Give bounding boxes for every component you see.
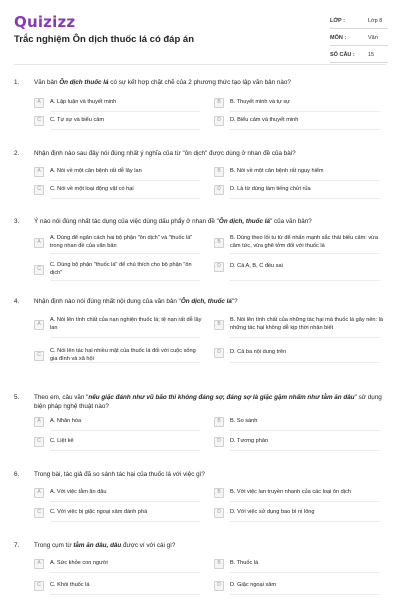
meta-subject xyxy=(330,31,388,46)
answer-option-a[interactable] xyxy=(34,488,204,498)
question-text-pre: Theo em, câu văn " xyxy=(34,394,89,401)
question-text xyxy=(34,217,386,226)
answer-option-b[interactable] xyxy=(214,417,384,427)
question-text-pre: Nhận định nào sau đây nói đúng nhất ý nghĩa của từ "ôn dịch" được dùng ở nhan đề của bài? xyxy=(34,150,296,157)
option-text: A. Sức khỏe con người xyxy=(50,560,108,567)
question-3 xyxy=(14,217,386,276)
question-number: 3. xyxy=(14,218,20,225)
option-underline xyxy=(50,572,200,573)
option-underline xyxy=(50,450,200,451)
option-text: D. Biểu cảm và thuyết minh xyxy=(230,117,299,124)
option-underline xyxy=(50,180,200,181)
meta-key: LỚP : xyxy=(330,18,345,24)
question-text xyxy=(34,78,386,87)
option-text: B. Thuyết minh và tự sự xyxy=(230,99,290,106)
option-underline xyxy=(50,594,200,595)
option-underline xyxy=(50,111,200,112)
question-number: 7. xyxy=(14,542,20,549)
option-text: A. Nói về một căn bệnh rất dễ lây lan xyxy=(50,168,142,175)
option-text: B. Với việc lan truyền nhanh của các loại ôn dịch xyxy=(230,489,351,496)
question-number: 2. xyxy=(14,150,20,157)
option-text: C. Khói thuốc lá xyxy=(50,582,90,589)
meta-key: SỐ CÂU : xyxy=(330,52,355,58)
option-underline xyxy=(230,594,380,595)
option-underline xyxy=(230,430,380,431)
question-6 xyxy=(14,470,386,516)
option-underline xyxy=(230,572,380,573)
question-text xyxy=(34,149,386,158)
answer-option-a[interactable] xyxy=(34,98,204,108)
answer-option-b[interactable] xyxy=(214,488,384,498)
option-underline xyxy=(230,280,380,281)
option-letter-badge: C xyxy=(34,581,44,591)
answer-option-c[interactable] xyxy=(34,262,204,277)
question-stem xyxy=(14,470,386,479)
question-number: 1. xyxy=(14,79,20,86)
question-number: 6. xyxy=(14,471,20,478)
meta-grade xyxy=(330,14,388,29)
answer-option-c[interactable] xyxy=(34,437,204,447)
option-letter-badge: D xyxy=(214,437,224,447)
answer-option-d[interactable] xyxy=(214,348,384,358)
answer-option-a[interactable] xyxy=(34,317,204,332)
answer-option-a[interactable] xyxy=(34,417,204,427)
option-underline xyxy=(230,521,380,522)
question-number: 5. xyxy=(14,394,20,401)
option-text: B. So sánh xyxy=(230,418,258,425)
question-text-emphasis: nếu giặc đánh như vũ bão thì không đáng sợ, đáng sợ là giặc gặm nhấm như tằm ăn dâu xyxy=(88,394,355,401)
question-text-pre: Nhận định nào nói đúng nhất nội dung của văn bản " xyxy=(34,298,181,305)
option-text: C. Nói về một loại động vật có hại xyxy=(50,186,134,193)
question-text-emphasis: tằm ăn dâu, dâu xyxy=(73,542,122,549)
question-text-pre: Ý nào nói đúng nhất tác dụng của việc dùng dấu phẩy ở nhan đề " xyxy=(34,218,219,225)
option-text: A. Dùng để ngăn cách hai bộ phận "ôn dịch" và "thuốc lá" trong nhan đề của văn bản xyxy=(50,235,193,249)
option-text: D. Cả ba nội dung trên xyxy=(230,349,287,356)
question-stem xyxy=(14,217,386,226)
option-underline xyxy=(50,337,200,338)
question-7 xyxy=(14,541,386,589)
option-letter-badge: C xyxy=(34,437,44,447)
option-text: A. Nhân hóa xyxy=(50,418,82,425)
question-stem xyxy=(14,541,386,550)
option-underline xyxy=(50,362,200,363)
option-letter-badge: B xyxy=(214,417,224,427)
answer-option-d[interactable] xyxy=(214,262,384,272)
worksheet-header xyxy=(0,0,400,70)
question-text xyxy=(34,297,386,306)
option-letter-badge: A xyxy=(34,167,44,177)
option-underline xyxy=(50,521,200,522)
question-text-post: được ví với cái gì? xyxy=(121,542,176,549)
meta-value: Văn xyxy=(368,35,378,41)
option-underline xyxy=(50,430,200,431)
option-underline xyxy=(230,337,380,338)
option-text: C. Tự sự và biểu cảm xyxy=(50,117,105,124)
option-text: C. Nói lên tác hại nhiều mặt của thuốc lá đối với cuộc sống gia đình và xã hội xyxy=(50,348,196,362)
option-letter-badge: D xyxy=(214,185,224,195)
option-letter-badge: D xyxy=(214,508,224,518)
option-letter-badge: B xyxy=(214,559,224,569)
answer-option-a[interactable] xyxy=(34,559,204,569)
option-letter-badge: D xyxy=(214,116,224,126)
answer-option-d[interactable] xyxy=(214,581,384,591)
answer-option-b[interactable] xyxy=(214,559,384,569)
question-text-pre: Trong bài, tác giả đã so sánh tác hại của thuốc lá với việc gì? xyxy=(34,471,205,478)
option-letter-badge: C xyxy=(34,265,44,275)
option-text: A. Nói lên tính chất của nạn nghiện thuốc lá; tệ nạn rất dễ lây lan xyxy=(50,317,202,331)
option-underline xyxy=(230,111,380,112)
answer-option-c[interactable] xyxy=(34,348,204,363)
option-letter-badge: C xyxy=(34,116,44,126)
answer-option-d[interactable] xyxy=(214,508,384,518)
answer-option-b[interactable] xyxy=(214,167,384,177)
meta-value: 15 xyxy=(368,52,375,58)
answer-option-d[interactable] xyxy=(214,437,384,447)
option-underline xyxy=(50,501,200,502)
option-underline xyxy=(230,501,380,502)
question-text-emphasis: Ôn dịch thuốc lá xyxy=(59,79,109,86)
option-letter-badge: C xyxy=(34,185,44,195)
option-letter-badge: A xyxy=(34,417,44,427)
option-underline xyxy=(230,253,380,254)
option-text: B. Nói về một căn bệnh rất nguy hiểm xyxy=(230,168,324,175)
option-letter-badge: B xyxy=(214,167,224,177)
question-5 xyxy=(14,393,386,445)
answer-option-d[interactable] xyxy=(214,116,384,126)
option-letter-badge: B xyxy=(214,238,224,248)
option-letter-badge: A xyxy=(34,488,44,498)
option-text: A. Lập luận và thuyết minh xyxy=(50,99,117,106)
answer-option-c[interactable] xyxy=(34,581,204,591)
question-stem xyxy=(14,297,386,306)
option-letter-badge: A xyxy=(34,320,44,330)
option-text: C. Với việc bị giặc ngoại xâm đánh phá xyxy=(50,509,148,516)
question-stem xyxy=(14,149,386,158)
option-letter-badge: D xyxy=(214,262,224,272)
option-text: D. Với việc sử dụng bao bì ni lông xyxy=(230,509,315,516)
meta-count xyxy=(330,48,388,63)
option-underline xyxy=(230,198,380,199)
question-1 xyxy=(14,78,386,124)
question-2 xyxy=(14,149,386,193)
option-underline xyxy=(50,280,200,281)
option-text: B. Dùng theo lối tu từ để nhấn mạnh sắc thái biểu cảm: vừa căm tức, vừa ghê tởm đối với thuốc lá xyxy=(230,235,379,249)
question-text-post: " của văn bản? xyxy=(270,218,312,225)
option-text: C. Liệt kê xyxy=(50,438,74,445)
question-text-post: có sự kết hợp chặt chẽ của 2 phương thức tạo lập văn bản nào? xyxy=(108,79,291,86)
option-letter-badge: D xyxy=(214,581,224,591)
question-text-pre: Văn bản xyxy=(34,79,60,86)
option-letter-badge: B xyxy=(214,320,224,330)
question-text-emphasis: Ôn dịch, thuốc lá xyxy=(180,298,232,305)
question-text xyxy=(34,470,386,479)
option-text: C. Dùng bộ phận "thuốc lá" để chú thích cho bộ phận "ôn dịch" xyxy=(50,262,192,276)
question-4 xyxy=(14,297,386,362)
question-text-post: "? xyxy=(231,298,238,305)
question-text-post: " sử dụng biện pháp nghệ thuật nào? xyxy=(34,394,382,410)
option-underline xyxy=(50,253,200,254)
answer-option-c[interactable] xyxy=(34,116,204,126)
answer-option-d[interactable] xyxy=(214,185,384,195)
option-text: B. Nói lên tính chất của những tác hại mà thuốc lá gây nên: là những tác hại không dễ kịp thời nhận biết xyxy=(230,317,384,331)
option-letter-badge: A xyxy=(34,559,44,569)
option-text: B. Thuốc lá xyxy=(230,560,259,567)
option-text: D. Tương phản xyxy=(230,438,269,445)
question-text xyxy=(34,393,386,411)
option-text: D. Là từ dùng làm tiếng chửi rủa xyxy=(230,186,311,193)
question-stem xyxy=(14,78,386,87)
question-stem xyxy=(14,393,386,411)
answer-option-a[interactable] xyxy=(34,167,204,177)
question-text-emphasis: Ôn dịch, thuốc lá xyxy=(218,218,270,225)
option-underline xyxy=(230,362,380,363)
option-letter-badge: A xyxy=(34,238,44,248)
option-text: D. Giặc ngoại xâm xyxy=(230,582,277,589)
option-letter-badge: A xyxy=(34,98,44,108)
option-letter-badge: B xyxy=(214,98,224,108)
question-text xyxy=(34,541,386,550)
option-text: A. Với việc tằm ăn dâu xyxy=(50,489,107,496)
question-number: 4. xyxy=(14,298,20,305)
option-letter-badge: C xyxy=(34,508,44,518)
page-title: Trắc nghiệm Ôn dịch thuốc lá có đáp án xyxy=(14,34,194,45)
answer-option-c[interactable] xyxy=(34,185,204,195)
option-text: D. Cả A, B, C đều sai xyxy=(230,263,283,270)
answer-option-b[interactable] xyxy=(214,317,384,332)
answer-option-a[interactable] xyxy=(34,235,204,250)
answer-option-b[interactable] xyxy=(214,98,384,108)
question-text-pre: Trong cụm từ xyxy=(34,542,74,549)
option-underline xyxy=(230,450,380,451)
option-underline xyxy=(230,129,380,130)
meta-info xyxy=(330,14,388,65)
option-underline xyxy=(50,198,200,199)
answer-option-b[interactable] xyxy=(214,235,384,250)
option-letter-badge: C xyxy=(34,351,44,361)
quizizz-logo: Quizizz xyxy=(14,13,76,31)
meta-key: MÔN : xyxy=(330,35,347,41)
option-letter-badge: D xyxy=(214,348,224,358)
option-underline xyxy=(230,180,380,181)
option-underline xyxy=(50,129,200,130)
header-divider xyxy=(14,64,386,65)
meta-value: Lớp 8 xyxy=(368,18,383,24)
answer-option-c[interactable] xyxy=(34,508,204,518)
option-letter-badge: B xyxy=(214,488,224,498)
